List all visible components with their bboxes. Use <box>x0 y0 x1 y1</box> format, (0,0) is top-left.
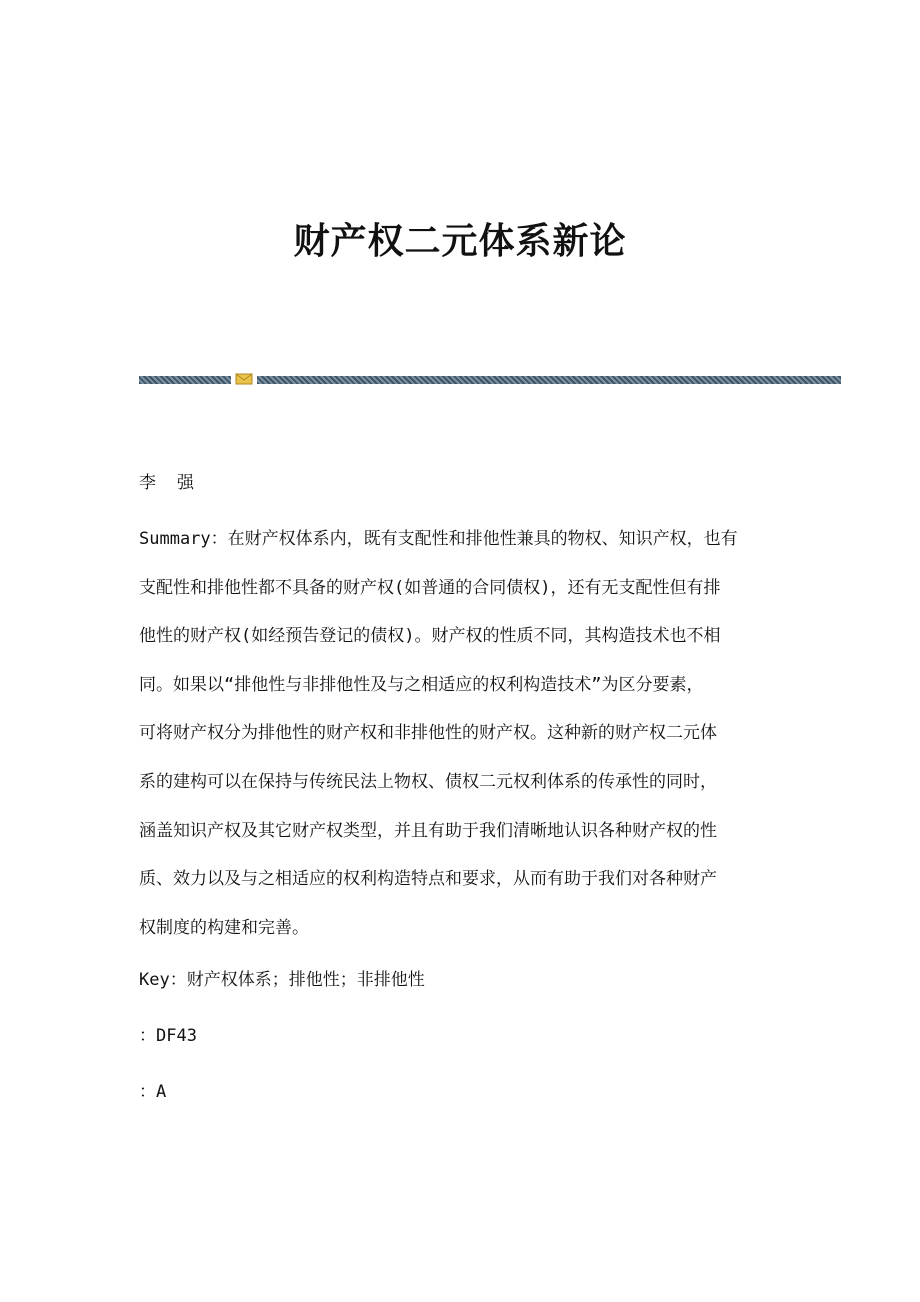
author-name: 李 强 <box>139 473 196 493</box>
abstract-line: 权制度的构建和完善。 <box>139 917 309 938</box>
paper-title: 财产权二元体系新论 <box>293 220 627 262</box>
keywords <box>139 969 799 991</box>
document-code: ：A <box>139 1082 167 1102</box>
abstract-line: 支配性和排他性都不具备的财产权(如普通的合同债权)，还有无支配性但有排 <box>139 577 721 598</box>
abstract-line: 他性的财产权(如经预告登记的债权)。财产权的性质不同，其构造技术也不相 <box>139 626 721 647</box>
title-divider <box>139 372 841 386</box>
classification-number: ：DF43 <box>139 1026 197 1046</box>
abstract-line: 可将财产权分为排他性的财产权和非排他性的财产权。这种新的财产权二元体 <box>139 723 717 744</box>
abstract-line: 质、效力以及与之相适应的权利构造特点和要求，从而有助于我们对各种财产 <box>139 869 717 890</box>
divider-bar-right <box>257 376 841 384</box>
envelope-emblem-icon <box>235 372 253 386</box>
abstract <box>139 528 799 965</box>
keywords-value: 财产权体系；排他性；非排他性 <box>186 970 425 990</box>
keywords-label: Key： <box>139 970 187 990</box>
divider-bar-left <box>139 376 231 384</box>
abstract-line: 同。如果以“排他性与非排他性及与之相适应的权利构造技术”为区分要素， <box>139 674 704 695</box>
abstract-line: Summary：在财产权体系内，既有支配性和排他性兼具的物权、知识产权，也有 <box>139 529 738 549</box>
abstract-line: 涵盖知识产权及其它财产权类型，并且有助于我们清晰地认识各种财产权的性 <box>139 820 717 841</box>
abstract-label: Summary： <box>139 529 228 549</box>
abstract-line: 系的建构可以在保持与传统民法上物权、债权二元权利体系的传承性的同时， <box>139 771 717 792</box>
